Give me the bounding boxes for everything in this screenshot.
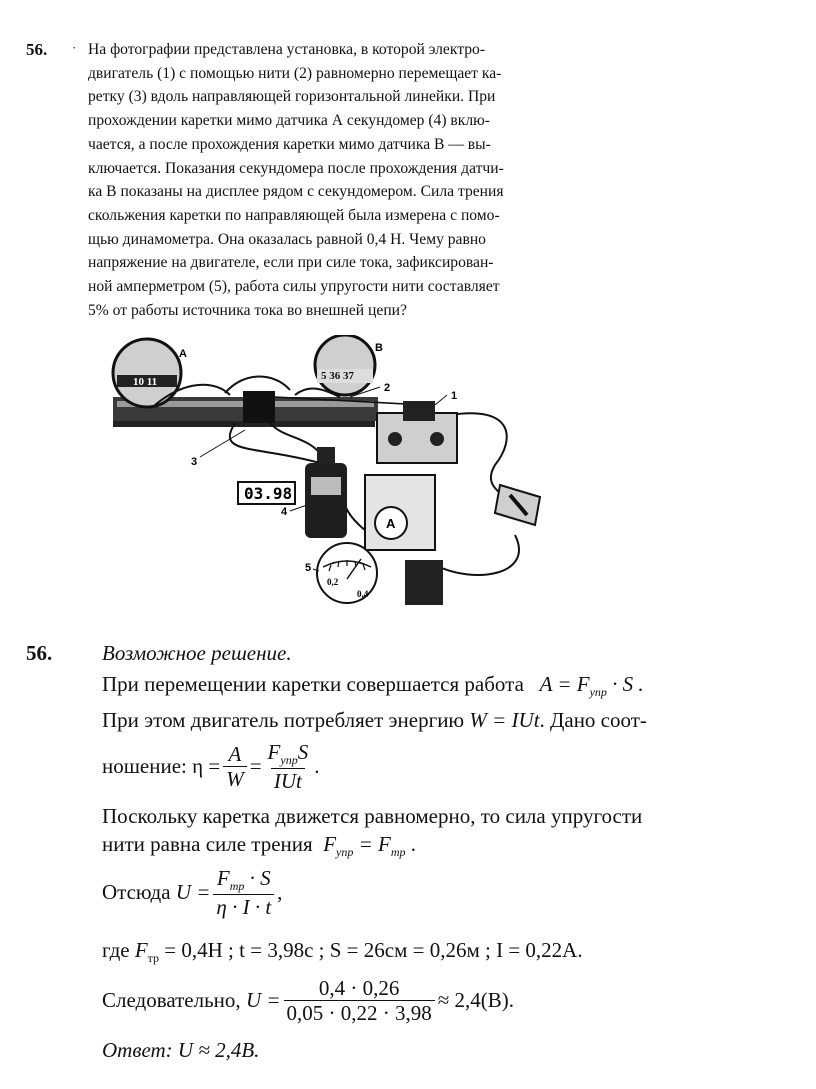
energy-formula: W = IUt [469, 708, 540, 732]
ruler-b-label: 5 36 37 [321, 370, 354, 382]
work-formula: $A = F_{упр} \cdot S$ . [539, 672, 644, 700]
ammeter-letter: A [386, 516, 396, 531]
problem-line: двигатель (1) с помощью нити (2) равномерно перемещает ка- [88, 64, 502, 82]
scale-right-label: 0,4 [357, 589, 369, 599]
sensor-b-magnifier [315, 335, 375, 395]
label-5: 5 [305, 562, 312, 574]
problem-line: чается, а после прохождения каретки мимо датчика В — вы- [88, 135, 491, 153]
voltage-fraction: $\frac{F_{тр} \cdot S}{\eta \cdot I \cdot t}$ [213, 866, 274, 919]
problem-number: 56. [26, 40, 48, 59]
sensor-a-magnifier [113, 339, 181, 407]
answer-line [102, 1038, 259, 1063]
sensor-b-label: B [375, 342, 383, 354]
solution-line-2: При этом двигатель потребляет энергию W = IUt. Дано соот- [102, 708, 647, 732]
sensor-a-label: A [179, 348, 187, 360]
solution-heading: Возможное решение. [102, 641, 292, 665]
problem-line: ной амперметром (5), работа силы упругости нити составляет [88, 278, 500, 296]
carriage [243, 391, 275, 423]
solution-line-7: где $F_{тр} = 0,4Н$ ; t = 3,98с ; S = 26см = 0,26м ; I = 0,22А. [102, 938, 583, 966]
numeric-result: ≈ 2,4(В). [437, 988, 515, 1013]
solution-line-8: Следовательно, U = $\frac{0,4 \cdot 0,26}{0,05 \cdot 0,22 \cdot 3,98}$ ≈ 2,4(В). [102, 976, 515, 1026]
numeric-fraction: $\frac{0,4 \cdot 0,26}{0,05 \cdot 0,22 \cdot 3,98}$ [284, 976, 435, 1025]
stopwatch [305, 463, 347, 538]
problem-line: 5% от работы источника тока во внешней цепи? [88, 301, 407, 319]
given-values: $F_{тр} = 0,4Н$ ; t = 3,98с ; S = 26см = 0,26м ; I = 0,22А. [134, 938, 583, 966]
battery [405, 560, 443, 605]
solution-number: 56. [26, 641, 53, 665]
problem-line: ретку (3) вдоль направляющей горизонтальной линейки. При [88, 88, 496, 106]
solution-line-1: При перемещении каретки совершается работа $A = F_{упр} \cdot S$ . [102, 672, 644, 700]
problem-line: ка В показаны на дисплее рядом с секундомером. Сила трения [88, 183, 504, 201]
efficiency-fraction-1: $\frac{A}{W}$ [223, 742, 247, 791]
problem-line: прохождении каретки мимо датчика А секундомер (4) вклю- [88, 112, 490, 130]
solution-line-5: нити равна силе трения $F_{упр} = F_{тр}$ . [102, 832, 417, 860]
label-4: 4 [281, 506, 288, 518]
label-1: 1 [451, 390, 458, 402]
solution-line-3: ношение: η = $\frac{A}{W}$ = $\frac{F_{упр}S}{\text{IUt}}$ . [102, 740, 320, 793]
solution-line-6: Отсюда U = $\frac{F_{тр} \cdot S}{\eta \cdot I \cdot t}$ , [102, 866, 283, 919]
thread [225, 377, 290, 394]
problem-line: ключается. Показания секундомера после прохождения датчи- [88, 159, 504, 177]
setup-photo [95, 335, 565, 610]
answer-value: U ≈ 2,4В. [177, 1038, 260, 1062]
solution-line-4: Поскольку каретка движется равномерно, то сила упругости [102, 804, 643, 828]
problem-line: На фотографии представлена установка, в которой электро- [88, 41, 486, 58]
ruler-a-label: 10 11 [133, 376, 158, 388]
label-3: 3 [191, 456, 198, 468]
problem-line: скольжения каретки по направляющей была измерена с помо- [88, 206, 500, 224]
problem-line: щью динамометра. Она оказалась равной 0,4 Н. Чему равно [88, 230, 486, 248]
scale-left-label: 0,2 [327, 577, 339, 587]
label-2: 2 [384, 382, 391, 394]
force-equality: $F_{упр} = F_{тр}$ [323, 832, 406, 860]
problem-marker: · [72, 40, 77, 55]
problem-line: напряжение на двигателе, если при силе тока, зафиксирован- [88, 254, 494, 272]
problem-text [88, 38, 586, 322]
efficiency-fraction-2: $\frac{F_{упр}S}{\text{IUt}}$ [267, 740, 309, 793]
display-reading: 03.98 [244, 484, 293, 503]
answer-label: Ответ: [102, 1038, 173, 1062]
